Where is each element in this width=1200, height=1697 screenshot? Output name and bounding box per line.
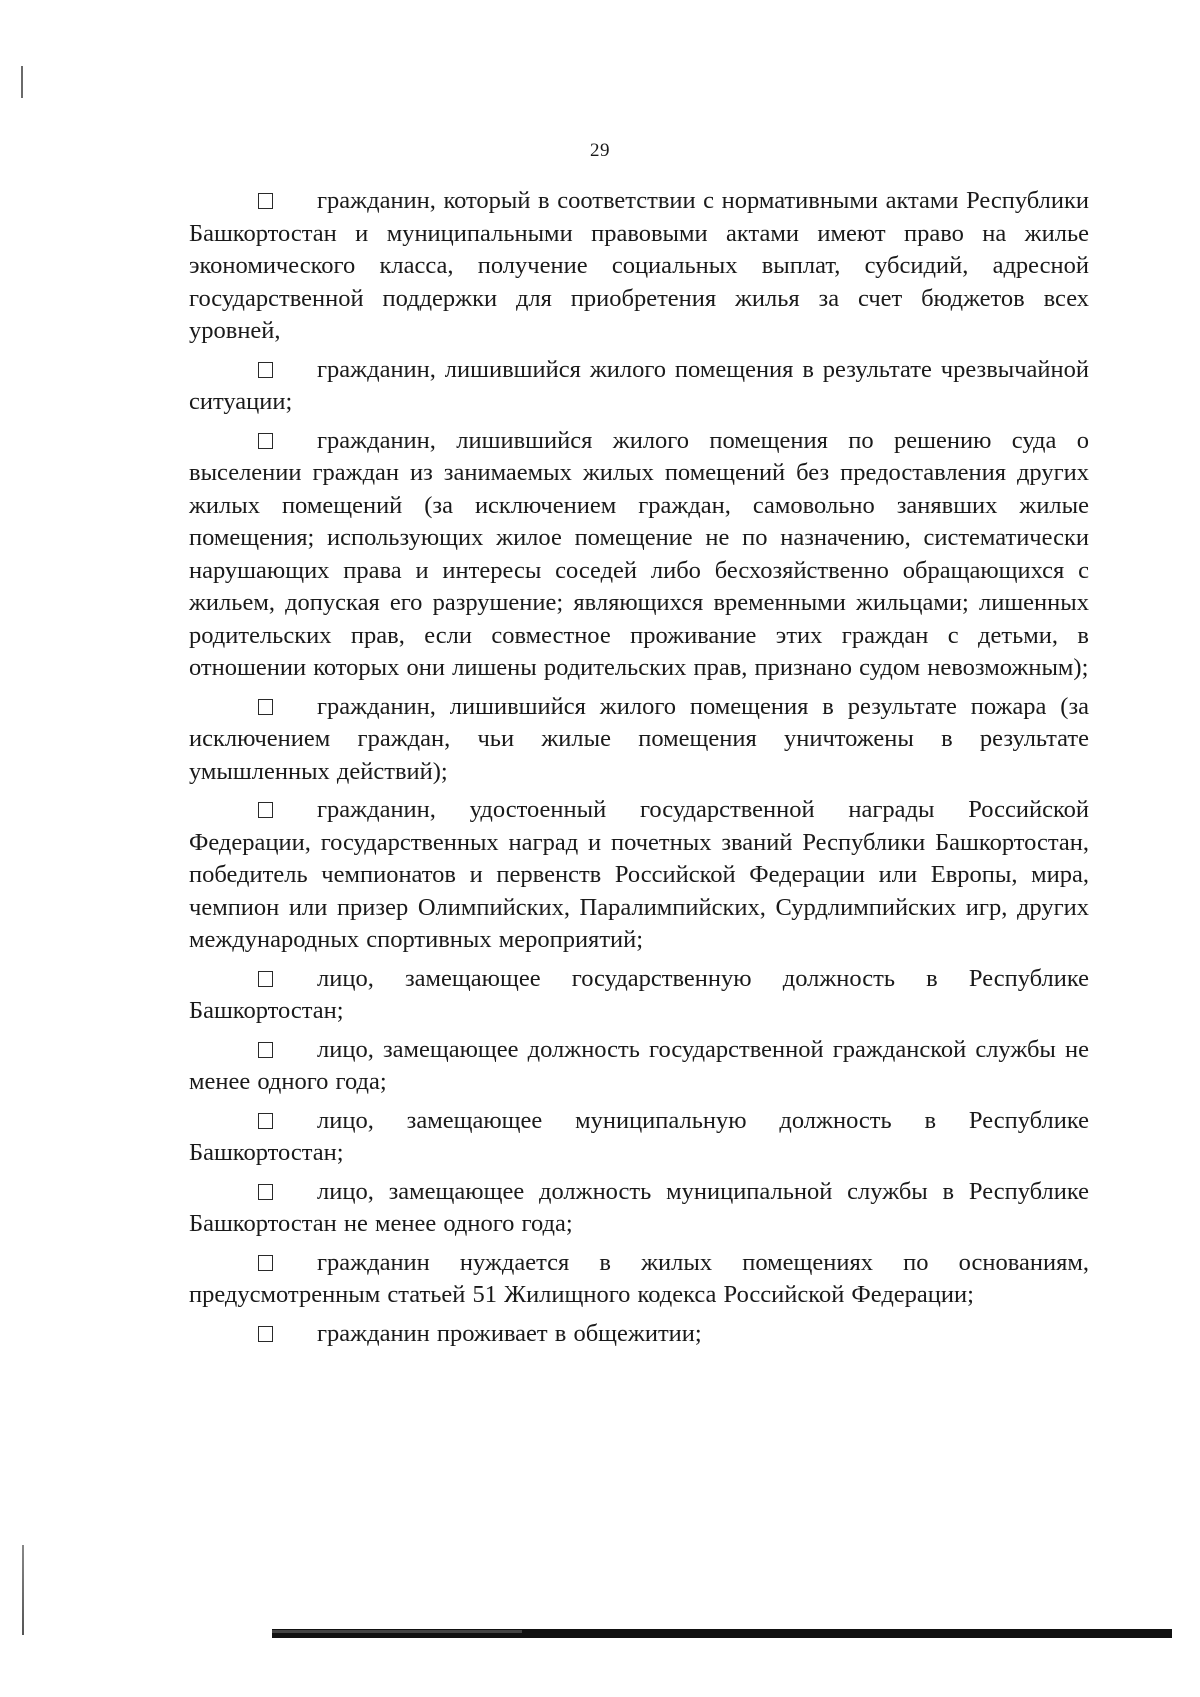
criteria-list (189, 185, 1089, 1356)
checkbox-icon (258, 1042, 273, 1058)
list-item-text: гражданин, который в соответствии с нормативными актами Республики Башкортостан и муниципальными правовыми актами имеют право на жилье экономического класса, получение социальных выплат, субсидий, адресной государственной поддержки для приобретения жилья за счет бюджетов всех уровней, (189, 187, 1089, 344)
list-item (189, 1176, 1089, 1241)
list-item-text: лицо, замещающее государственную должность в Республике Башкортостан; (189, 964, 1089, 1024)
checkbox-icon (258, 193, 273, 209)
checkbox-icon (258, 699, 273, 715)
scan-bottom-bar (272, 1629, 1172, 1638)
list-item (189, 1318, 1089, 1351)
list-item-text: гражданин проживает в общежитии; (317, 1319, 702, 1347)
list-item (189, 691, 1089, 789)
list-item (189, 354, 1089, 419)
list-item (189, 963, 1089, 1028)
list-item (189, 425, 1089, 685)
list-item-text: гражданин, лишившийся жилого помещения в результате пожара (за исключением граждан, чьи жилые помещения уничтожены в результате умышленных действий); (189, 692, 1089, 785)
list-item-text: лицо, замещающее муниципальную должность в Республике Башкортостан; (189, 1106, 1089, 1166)
checkbox-icon (258, 1255, 273, 1271)
list-item-text: лицо, замещающее должность муниципальной службы в Республике Башкортостан не менее одного года; (189, 1177, 1089, 1237)
list-item (189, 1247, 1089, 1312)
list-item (189, 185, 1089, 348)
list-item-text: гражданин, удостоенный государственной награды Российской Федерации, государственных наград и почетных званий Республики Башкортостан, победитель чемпионатов и первенств Российской Федерации или Европы, мира, чемпион или призер Олимпийских, Паралимпийских, Сурдлимпийских игр, других международных спортивных мероприятий; (189, 796, 1089, 953)
list-item-text: гражданин, лишившийся жилого помещения в результате чрезвычайной ситуации; (189, 355, 1089, 415)
checkbox-icon (258, 362, 273, 378)
checkbox-icon (258, 1184, 273, 1200)
checkbox-icon (258, 971, 273, 987)
checkbox-icon (258, 433, 273, 449)
scan-edge-mark (21, 66, 23, 98)
list-item (189, 1034, 1089, 1099)
list-item-text: гражданин нуждается в жилых помещениях по основаниям, предусмотренным статьей 51 Жилищного кодекса Российской Федерации; (189, 1248, 1089, 1308)
checkbox-icon (258, 1326, 273, 1342)
list-item-text: гражданин, лишившийся жилого помещения по решению суда о выселении граждан из занимаемых жилых помещений без предоставления других жилых помещений (за исключением граждан, самовольно занявших жилые помещения; использующих жилое помещение не по назначению, систематически нарушающих права и интересы соседей либо бесхозяйственно обращающихся с жильем, допуская его разрушение; являющихся временными жильцами; лишенных родительских прав, если совместное проживание этих граждан с детьми, в отношении которых они лишены родительских прав, признано судом невозможным); (189, 426, 1089, 681)
list-item (189, 794, 1089, 957)
list-item (189, 1105, 1089, 1170)
scan-edge-mark (22, 1545, 24, 1635)
page-number: 29 (590, 140, 610, 161)
checkbox-icon (258, 802, 273, 818)
list-item-text: лицо, замещающее должность государственной гражданской службы не менее одного года; (189, 1035, 1089, 1095)
checkbox-icon (258, 1113, 273, 1129)
